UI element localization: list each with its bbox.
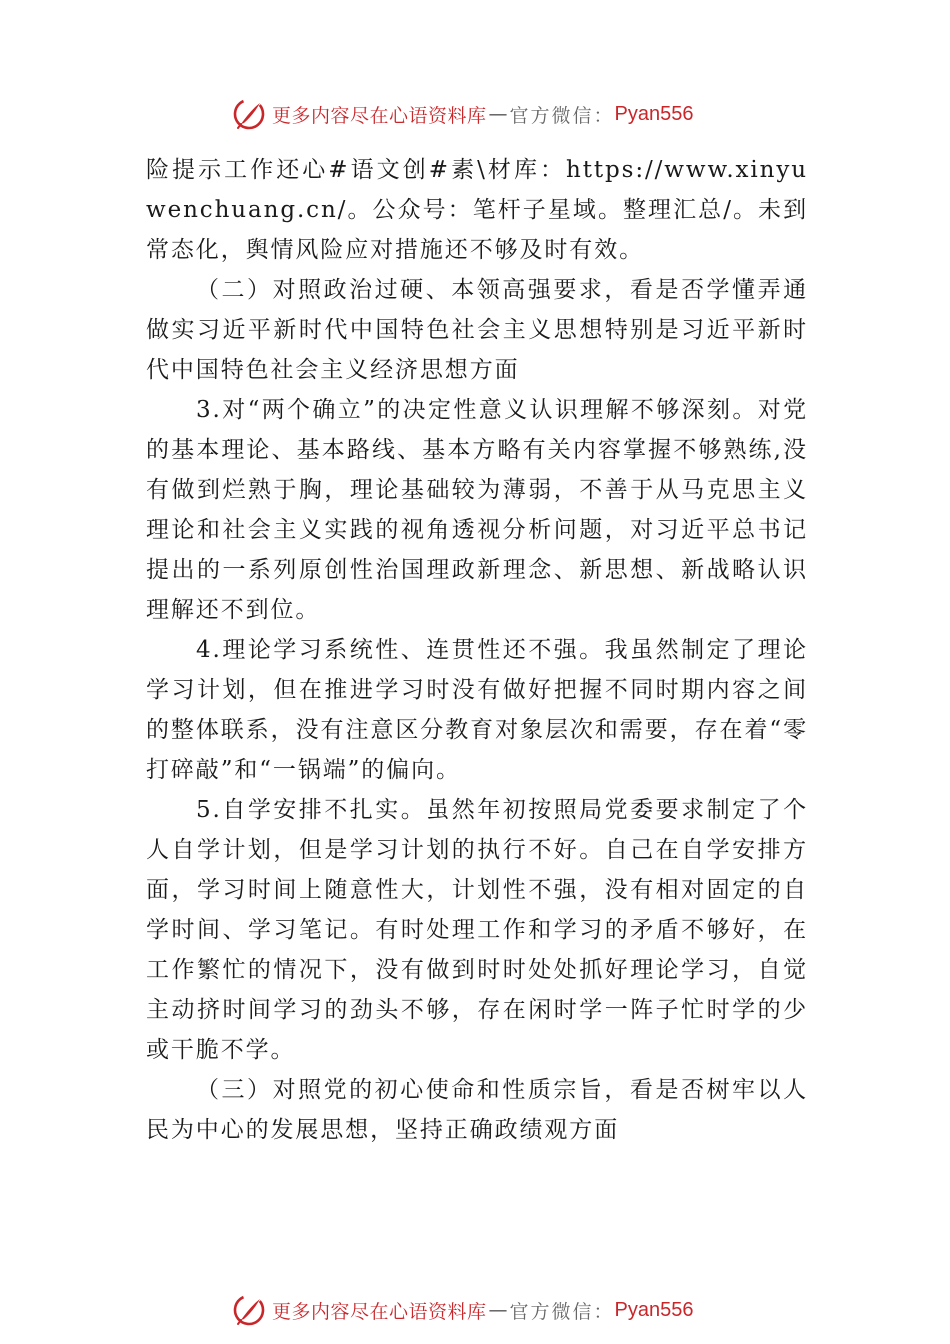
paragraph-continuation: 险提示工作还心#语文创#素\材库：https://www.xinyuwenchuang.cn/。公众号：笔杆子星域。整理汇总/。未到常态化，舆情风险应对措施还不够及时有效。 bbox=[146, 157, 808, 263]
header-banner bbox=[232, 94, 792, 134]
quill-logo-icon bbox=[232, 1293, 266, 1327]
header-dash: — bbox=[488, 103, 508, 125]
document-body bbox=[146, 150, 808, 1150]
footer-banner bbox=[232, 1290, 792, 1330]
paragraph-item-4: 4.理论学习系统性、连贯性还不强。我虽然制定了理论学习计划，但在推进学习时没有做好把握不同时期内容之间的整体联系，没有注意区分教育对象层次和需要，存在着“零打碎敲”和“一锅端”的偏向。 bbox=[146, 637, 808, 783]
footer-brand: 更多内容尽在心语资料库 bbox=[272, 1300, 487, 1323]
footer-dash: — bbox=[488, 1299, 508, 1321]
paragraph-item-5: 5.自学安排不扎实。虽然年初按照局党委要求制定了个人自学计划，但是学习计划的执行不好。自己在自学安排方面，学习时间上随意性大，计划性不强，没有相对固定的自学时间、学习笔记。有时处理工作和学习的矛盾不够好，在工作繁忙的情况下，没有做到时时处处抓好理论学习，自觉主动挤时间学习的劲头不够，存在闲时学一阵子忙时学的少或干脆不学。 bbox=[146, 797, 808, 1063]
header-wechat-label: 官方微信： bbox=[509, 104, 615, 127]
quill-logo-icon bbox=[232, 97, 266, 131]
footer-wechat-label: 官方微信： bbox=[509, 1300, 615, 1323]
section-heading-3: （三）对照党的初心使命和性质宗旨，看是否树牢以人民为中心的发展思想，坚持正确政绩观方面 bbox=[146, 1077, 808, 1143]
header-wechat-id: Pyan556 bbox=[614, 102, 694, 125]
paragraph-item-3: 3.对“两个确立”的决定性意义认识理解不够深刻。对党的基本理论、基本路线、基本方略有关内容掌握不够熟练,没有做到烂熟于胸，理论基础较为薄弱，不善于从马克思主义理论和社会主义实践的视角透视分析问题，对习近平总书记提出的一系列原创性治国理政新理念、新思想、新战略认识理解还不到位。 bbox=[146, 397, 808, 623]
footer-wechat-id: Pyan556 bbox=[614, 1298, 694, 1321]
section-heading-2: （二）对照政治过硬、本领高强要求，看是否学懂弄通做实习近平新时代中国特色社会主义思想特别是习近平新时代中国特色社会主义经济思想方面 bbox=[146, 277, 808, 383]
header-brand: 更多内容尽在心语资料库 bbox=[272, 104, 487, 127]
